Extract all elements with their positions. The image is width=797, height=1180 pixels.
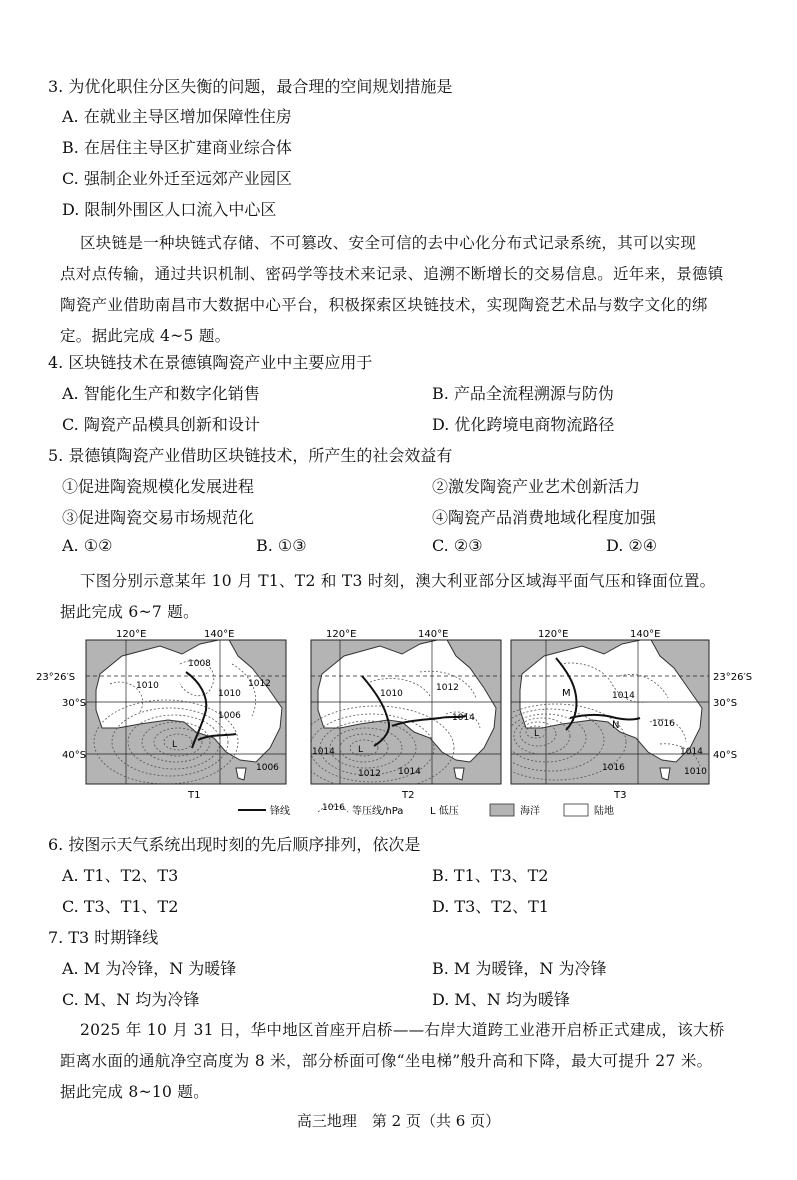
q5-option-c: C. ②③ [432,536,483,555]
isobar-label-t3-1014-b: 1014 [680,747,703,757]
passage3-line1: 2025 年 10 月 31 日，华中地区首座开启桥——右岸大道跨工业港开启桥正式建成，该大桥 [80,1021,725,1039]
passage-weather [60,566,780,628]
panel-label-t3: T3 [614,790,627,801]
map-panel-t1 [86,638,286,801]
q7-stem: 7. T3 时期锋线 [48,928,159,947]
lon-label-140-t1: 140°E [204,629,235,640]
q3-option-d: D. 限制外围区人口流入中心区 [62,200,277,219]
lat-label-40-right: 40°S [713,750,738,761]
q3-option-b: B. 在居住主导区扩建商业综合体 [62,138,292,157]
q7-option-a: A. M 为冷锋，N 为暖锋 [62,959,237,978]
q5-option-d: D. ②④ [606,536,658,555]
passage2-line2: 据此完成 6~7 题。 [60,603,199,621]
isobar-label-t3-1016-b: 1016 [602,763,625,773]
lon-label-120-t2: 120°E [326,629,357,640]
isobar-label-t1-1012: 1012 [248,679,271,689]
passage3-line2: 距离水面的通航净空高度为 8 米，部分桥面可像“坐电梯”般升高和下降，最大可提升 27 米。 [60,1052,713,1070]
isobar-label-t2-1014-a: 1014 [452,713,475,723]
point-label-n: N [612,720,620,731]
isobar-label-t2-1012-a: 1012 [436,683,459,693]
q5-item-4: ④陶瓷产品消费地域化程度加强 [432,508,657,527]
passage1-line3: 陶瓷产业借助南昌市大数据中心平台，积极探索区块链技术，实现陶瓷艺术品与数字文化的绑 [60,296,708,314]
legend-ocean-swatch [490,804,514,816]
map-panel-t2 [298,638,501,801]
isobar-label-t1-1006-b: 1006 [256,763,279,773]
map-panel-t3 [486,638,709,801]
passage1-line2: 点对点传输，通过共识机制、密码学等技术来记录、追溯不断增长的交易信息。近年来，景德镇 [60,265,724,283]
q6-option-b: B. T1、T3、T2 [432,866,549,885]
q4-option-b: B. 产品全流程溯源与防伪 [432,384,614,403]
q4-stem: 4. 区块链技术在景德镇陶瓷产业中主要应用于 [48,353,373,372]
isobar-label-t3-1016-a: 1016 [652,719,675,729]
lat-label-tropic-right: 23°26′S [713,672,753,683]
q7-option-c: C. M、N 均为冷锋 [62,990,200,1009]
low-pressure-t3: L [534,729,540,739]
isobar-label-t2-1014-b: 1014 [312,747,335,757]
lon-label-140-t2: 140°E [418,629,449,640]
point-label-m: M [562,688,571,699]
q7-option-b: B. M 为暖锋，N 为冷锋 [432,959,607,978]
panel-label-t1: T1 [188,790,201,801]
q7-option-d: D. M、N 均为暖锋 [432,990,570,1009]
q3-stem: 3. 为优化职住分区失衡的问题，最合理的空间规划措施是 [48,77,453,96]
page-footer: 高三地理 第 2 页（共 6 页） [296,1112,501,1130]
q4-option-a: A. 智能化生产和数字化销售 [62,384,260,403]
q6-option-d: D. T3、T2、T1 [432,897,549,916]
q6-stem: 6. 按图示天气系统出现时刻的先后顺序排列，依次是 [48,835,421,854]
q6-option-c: C. T3、T1、T2 [62,897,179,916]
isobar-label-t1-1010-b: 1010 [218,689,241,699]
q5-option-b: B. ①③ [256,536,307,555]
lon-label-120-t1: 120°E [116,629,147,640]
panel-label-t2: T2 [402,790,415,801]
legend-land-label: 陆地 [594,806,614,817]
passage3-line3: 据此完成 8~10 题。 [60,1083,210,1101]
passage-bridge [60,1015,780,1108]
lon-label-140-t3: 140°E [630,629,661,640]
lon-label-120-t3: 120°E [538,629,569,640]
isobar-label-t1-1006-a: 1006 [218,711,241,721]
q6-option-a: A. T1、T2、T3 [62,866,179,885]
q5-stem: 5. 景德镇陶瓷产业借助区块链技术，所产生的社会效益有 [48,446,453,465]
isobar-label-t3-1010: 1010 [684,767,707,777]
passage2-line1: 下图分别示意某年 10 月 T1、T2 和 T3 时刻，澳大利亚部分区域海平面气压和锋面位置。 [80,572,716,590]
q3-option-a: A. 在就业主导区增加保障性住房 [62,107,292,126]
legend-low-label: L 低压 [430,806,459,817]
low-pressure-t1: L [172,740,178,750]
q4-option-d: D. 优化跨境电商物流路径 [432,415,615,434]
isobar-label-t2-1010: 1010 [380,689,403,699]
isobar-label-t1-1010-a: 1010 [136,681,159,691]
isobar-label-t1-1008: 1008 [188,659,211,669]
q4-option-c: C. 陶瓷产品模具创新和设计 [62,415,260,434]
legend-ocean-label: 海洋 [520,806,540,817]
passage1-line4: 定。据此完成 4~5 题。 [60,327,231,345]
passage-blockchain [60,228,780,352]
lat-label-tropic-left: 23°26′S [36,672,76,683]
passage1-line1: 区块链是一种块链式存储、不可篡改、安全可信的去中心化分布式记录系统，其可以实现 [80,234,697,252]
legend-front-label: 锋线 [270,806,290,817]
q5-item-2: ②激发陶瓷产业艺术创新活力 [432,477,641,496]
q3-option-c: C. 强制企业外迁至远郊产业园区 [62,169,292,188]
lat-label-40-left: 40°S [62,750,87,761]
q5-item-3: ③促进陶瓷交易市场规范化 [62,508,255,527]
low-pressure-t2: L [358,745,364,755]
isobar-label-t2-1012-b: 1012 [358,769,381,779]
legend-land-swatch [564,804,588,816]
legend-isobar-label: 等压线/hPa [352,806,404,817]
weather-map-figure [0,624,797,820]
q5-option-a: A. ①② [62,536,113,555]
figure-legend [238,803,614,817]
q5-item-1: ①促进陶瓷规模化发展进程 [62,477,255,496]
isobar-label-t2-1014-c: 1014 [398,767,421,777]
lat-label-30-left: 30°S [62,698,87,709]
legend-isobar-sample: 1016 [322,803,345,813]
lat-label-30-right: 30°S [713,698,738,709]
isobar-label-t3-1014-a: 1014 [612,691,635,701]
